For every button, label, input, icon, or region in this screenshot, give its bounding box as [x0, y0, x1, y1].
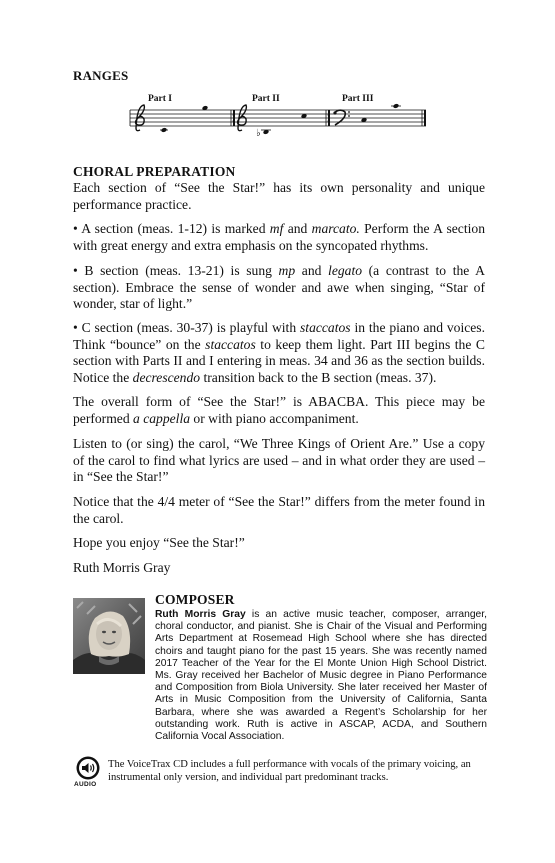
- composer-bio-text: is an active music teacher, composer, arranger, choral conductor, and pianist. She is Chair of the Visual and Performing Arts Department at Rosemead High School where she has directed choirs and taught piano for the past 15 years. She was recently named 2017 Teacher of the Year for the El Monte Union High School District. Ms. Gray received her Bachelor of Music degree in Piano Performance and Composition from Biola University. She later received her Master of Arts in Music Composition from the University of California, Santa Barbara, where she was awarded a Regent’s Scholarship for her outstanding work. Ruth is active in ASCAP, ACDA, and Southern California Vocal Association.: [155, 609, 487, 743]
- composer-bio: [155, 609, 487, 743]
- c-section-text-4: transition back to the B section (meas. 37).: [200, 369, 437, 385]
- composer-name: Ruth Morris Gray: [155, 609, 246, 620]
- vocal-ranges-staff: [120, 92, 432, 136]
- signature-text: Ruth Morris Gray: [73, 560, 171, 575]
- c-section-text-3: to keep them light. Part III begins the C section with Parts II and I entering in meas. 34 and 36 as the section builds. Notice the: [73, 336, 485, 385]
- composer-heading: COMPOSER: [155, 592, 235, 607]
- c-section-paragraph: [73, 320, 485, 386]
- composer-photo: [73, 598, 145, 674]
- closing-text: Hope you enjoy “See the Star!”: [73, 535, 245, 550]
- a-section-mark-mf: mf: [269, 221, 284, 236]
- b-section-text-1: • B section (meas. 13-21) is sung: [73, 263, 279, 278]
- form-text-1: The overall form of “See the Star!” is ABACBA. This piece may be performed: [73, 394, 485, 426]
- voicetrax-note: The VoiceTrax CD includes a full performance with vocals of the primary voicing, an instrumental only version, and individual part predominant tracks.: [108, 759, 471, 783]
- part-iii-label: Part III: [342, 94, 374, 104]
- signature-paragraph: [73, 560, 485, 577]
- part-i-label: Part I: [148, 94, 173, 104]
- c-section-text-1: • C section (meas. 30-37) is playful with: [73, 320, 300, 335]
- c-section-mark-decrescendo: decrescendo: [132, 369, 201, 385]
- b-section-mark-mp: mp: [278, 263, 296, 278]
- c-section-mark-staccatos-2: staccatos: [205, 336, 256, 352]
- form-mark-a-cappella: a cappella: [133, 410, 191, 426]
- closing-paragraph: [73, 535, 485, 552]
- cd-audio-icon: [76, 756, 100, 780]
- a-section-mark-marcato: marcato.: [311, 221, 360, 236]
- form-paragraph: [73, 394, 485, 427]
- c-section-text-2: in the piano and voices. Think “bounce” on the: [73, 320, 485, 352]
- ranges-heading: RANGES: [73, 68, 129, 83]
- a-section-text-3: Perform the A section with great energy and extra emphasis on the syncopated rhythms.: [73, 221, 485, 253]
- svg-text:♭: ♭: [256, 128, 261, 136]
- a-section-text-2: and: [283, 221, 312, 236]
- part-ii-label: Part II: [252, 94, 280, 104]
- b-section-mark-legato: legato: [328, 263, 363, 278]
- carol-paragraph: [73, 436, 485, 486]
- b-section-text-3: (a contrast to the A section). Embrace the sense of wonder and awe when singing, “Star of wonder, star of light.”: [73, 263, 485, 311]
- audio-label: AUDIO: [74, 781, 97, 788]
- meter-paragraph: [73, 494, 485, 527]
- intro-paragraph: [73, 180, 485, 213]
- choral-preparation-heading: CHORAL PREPARATION: [73, 164, 236, 179]
- a-section-text-1: • A section (meas. 1-12) is marked: [73, 221, 270, 236]
- b-section-text-2: and: [295, 263, 329, 278]
- carol-text: Listen to (or sing) the carol, “We Three Kings of Orient Are.” Use a copy of the carol to find what lyrics are used – and in what order they are used – in “See the Star!”: [73, 436, 485, 484]
- c-section-mark-staccatos: staccatos: [300, 320, 351, 335]
- a-section-paragraph: [73, 221, 485, 254]
- intro-text: Each section of “See the Star!” has its own personality and unique performance practice.: [73, 180, 485, 212]
- meter-text: Notice that the 4/4 meter of “See the Star!” differs from the meter found in the carol.: [73, 494, 485, 526]
- form-text-2: or with piano accompaniment.: [190, 410, 359, 426]
- b-section-paragraph: [73, 263, 485, 313]
